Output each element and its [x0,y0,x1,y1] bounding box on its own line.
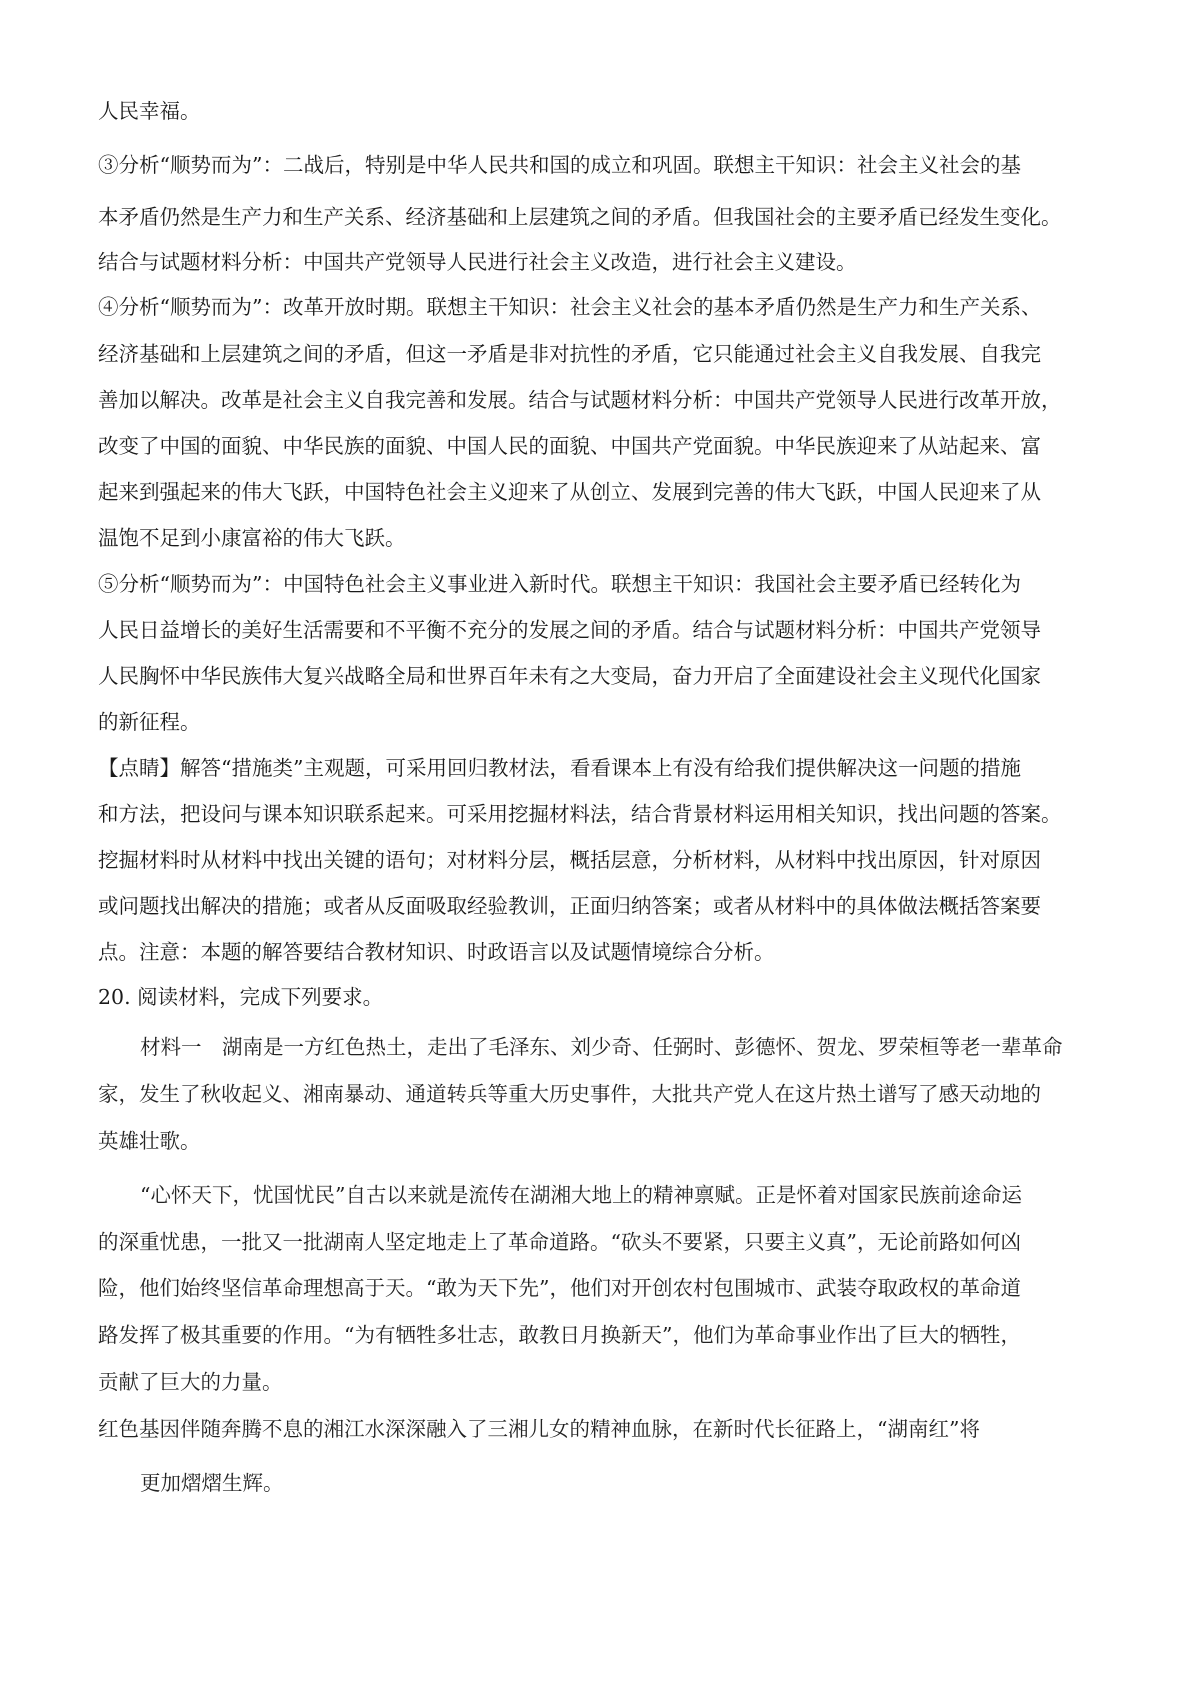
text-line: 本矛盾仍然是生产力和生产关系、经济基础和上层建筑之间的矛盾。但我国社会的主要矛盾已经发生变化。 [98,205,1062,229]
material-line: “心怀天下，忧国忧民”自古以来就是流传在湖湘大地上的精神禀赋。正是怀着对国家民族前途命运 [140,1183,1022,1207]
text-line: 改变了中国的面貌、中华民族的面貌、中国人民的面貌、中国共产党面貌。中华民族迎来了从站起来、富 [98,434,1041,458]
text-line: 和方法，把设问与课本知识联系起来。可采用挖掘材料法，结合背景材料运用相关知识，找出问题的答案。 [98,802,1062,826]
material-line: 材料一 湖南是一方红色热土，走出了毛泽东、刘少奇、任弼时、彭德怀、贺龙、罗荣桓等老一辈革命 [140,1035,1063,1059]
material-line: 路发挥了极其重要的作用。“为有牺牲多壮志，敢教日月换新天”，他们为革命事业作出了巨大的牺牲， [98,1323,1021,1347]
text-line: 挖掘材料时从材料中找出关键的语句；对材料分层，概括层意，分析材料，从材料中找出原因，针对原因 [98,848,1041,872]
text-line: 点。注意：本题的解答要结合教材知识、时政语言以及试题情境综合分析。 [98,940,775,964]
text-line: ③分析“顺势而为”：二战后，特别是中华人民共和国的成立和巩固。联想主干知识：社会主义社会的基 [98,153,1021,177]
material-line: 险，他们始终坚信革命理想高于天。“敢为天下先”，他们对开创农村包围城市、武装夺取政权的革命道 [98,1276,1021,1300]
text-line: ④分析“顺势而为”：改革开放时期。联想主干知识：社会主义社会的基本矛盾仍然是生产力和生产关系、 [98,295,1042,319]
material-line: 家，发生了秋收起义、湘南暴动、通道转兵等重大历史事件，大批共产党人在这片热土谱写了感天动地的 [98,1082,1041,1106]
text-line: ⑤分析“顺势而为”：中国特色社会主义事业进入新时代。联想主干知识：我国社会主要矛盾已经转化为 [98,572,1021,596]
text-line: 起来到强起来的伟大飞跃，中国特色社会主义迎来了从创立、发展到完善的伟大飞跃，中国人民迎来了从 [98,480,1041,504]
question-heading: 20. 阅读材料，完成下列要求。 [98,985,384,1009]
text-line: 经济基础和上层建筑之间的矛盾，但这一矛盾是非对抗性的矛盾，它只能通过社会主义自我发展、自我完 [98,342,1041,366]
text-line: 人民幸福。 [98,99,201,123]
text-line: 【点睛】解答“措施类”主观题，可采用回归教材法，看看课本上有没有给我们提供解决这一问题的措施 [98,756,1021,780]
material-line: 贡献了巨大的力量。 [98,1370,283,1394]
material-line: 更加熠熠生辉。 [140,1471,284,1495]
material-line: 的深重忧患，一批又一批湖南人坚定地走上了革命道路。“砍头不要紧，只要主义真”，无论前路如何凶 [98,1230,1021,1254]
text-line: 人民日益增长的美好生活需要和不平衡不充分的发展之间的矛盾。结合与试题材料分析：中国共产党领导 [98,618,1041,642]
text-line: 人民胸怀中华民族伟大复兴战略全局和世界百年未有之大变局，奋力开启了全面建设社会主义现代化国家 [98,664,1041,688]
material-line: 红色基因伴随奔腾不息的湘江水深深融入了三湘儿女的精神血脉，在新时代长征路上，“湖南红”将 [98,1417,980,1441]
text-line: 结合与试题材料分析：中国共产党领导人民进行社会主义改造，进行社会主义建设。 [98,250,857,274]
text-line: 善加以解决。改革是社会主义自我完善和发展。结合与试题材料分析：中国共产党领导人民进行改革开放， [98,388,1062,412]
text-line: 的新征程。 [98,710,201,734]
material-line: 英雄壮歌。 [98,1129,201,1153]
text-line: 温饱不足到小康富裕的伟大飞跃。 [98,526,406,550]
text-line: 或问题找出解决的措施；或者从反面吸取经验教训，正面归纳答案；或者从材料中的具体做法概括答案要 [98,894,1041,918]
